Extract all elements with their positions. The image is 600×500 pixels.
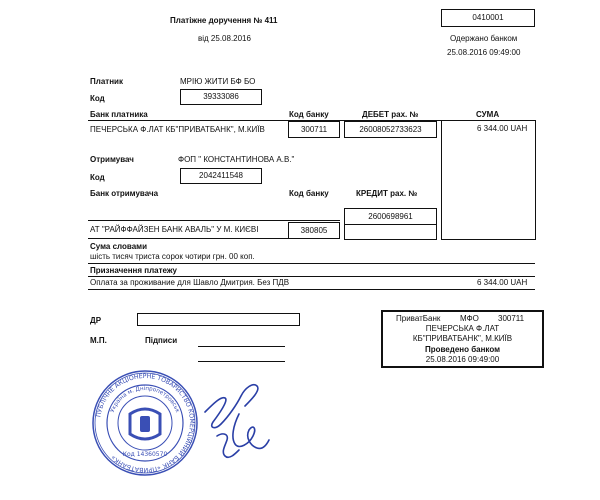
signatures-label: Підписи <box>145 336 178 345</box>
payer-code-label: Код <box>90 94 105 103</box>
amount-words-underline <box>88 263 535 264</box>
recipient-bank-label: Банк отримувача <box>90 189 159 198</box>
recipient-code: 2042411548 <box>199 171 243 180</box>
debit-account: 26008052733623 <box>359 125 422 134</box>
signature-line-2 <box>198 361 285 362</box>
recipient-name: ФОП " КОНСТАНТИНОВА А.В." <box>178 155 295 164</box>
bank-stamp-branch-2: КБ"ПРИВАТБАНК", М.КИЇВ <box>412 334 513 343</box>
purpose-underline <box>88 276 535 277</box>
bank-stamp-processed: Проведено банком <box>424 345 501 354</box>
document-number: 0410001 <box>472 13 504 22</box>
seal-outer-text: ПУБЛІЧНЕ АКЦІОНЕРНЕ ТОВАРИСТВО КОМЕРЦІЙНИЙ БАНК «ПРИВАТБАНК» <box>95 372 196 474</box>
bank-stamp-mfo-label: МФО <box>460 314 479 323</box>
payer-label: Платник <box>90 77 123 86</box>
seal-inner-text: Україна м. Дніпропетровськ <box>109 385 181 414</box>
bank-stamp-datetime: 25.08.2016 09:49:00 <box>425 355 500 364</box>
payer-name: МРІЮ ЖИТИ БФ БО <box>180 77 256 86</box>
signature-icon <box>195 374 275 469</box>
mp-label: М.П. <box>90 336 107 345</box>
amount-words-value: шість тисяч триста сорок чотири грн. 00 коп. <box>90 252 255 261</box>
payer-bank-code-label: Код банку <box>289 110 329 119</box>
signature-line-1 <box>198 346 285 347</box>
credit-extension-box <box>344 225 437 240</box>
recipient-bank-underline <box>88 220 340 221</box>
credit-account: 2600698961 <box>368 212 413 221</box>
amount-words-label: Сума словами <box>90 242 148 251</box>
recipient-bank-name: АТ "РАЙФФАЙЗЕН БАНК АВАЛЬ" У М. КИЄВІ <box>90 225 259 234</box>
recipient-label: Отримувач <box>90 155 134 164</box>
amount-value: 6 344.00 UAH <box>477 124 528 133</box>
purpose-amount: 6 344.00 UAH <box>477 278 528 287</box>
payer-bank-name: ПЕЧЕРСЬКА Ф.ЛАТ КБ"ПРИВАТБАНК", М.КИЇВ <box>90 125 265 134</box>
purpose-value: Оплата за проживание для Шавло Дмитрия. Без ПДВ <box>90 278 290 287</box>
dr-box <box>137 313 300 326</box>
debit-label: ДЕБЕТ рах. № <box>362 110 419 119</box>
dr-label: ДР <box>90 316 102 325</box>
received-datetime: 25.08.2016 09:49:00 <box>447 48 521 57</box>
recipient-code-label: Код <box>90 173 105 182</box>
document-date: від 25.08.2016 <box>198 34 251 43</box>
credit-label: КРЕДИТ рах. № <box>356 189 418 198</box>
payer-bank-label: Банк платника <box>90 110 148 119</box>
seal-code-text: Код 14360570 <box>122 451 168 458</box>
payer-code: 39333086 <box>203 92 239 101</box>
bank-stamp-branch-1: ПЕЧЕРСЬКА Ф.ЛАТ <box>425 324 500 333</box>
document-title: Платіжне доручення № 411 <box>170 16 278 25</box>
received-label: Одержано банком <box>450 34 518 43</box>
bank-stamp-bank: ПриватБанк <box>396 314 441 323</box>
recipient-bank-code: 380805 <box>300 226 328 235</box>
bank-seal-icon <box>90 368 200 478</box>
bank-stamp-mfo: 300711 <box>498 314 525 323</box>
recipient-bank-code-label: Код банку <box>289 189 329 198</box>
recipient-bank-bottom-line <box>88 238 288 239</box>
purpose-label: Призначення платежу <box>90 266 178 275</box>
purpose-bottom-line <box>88 289 535 290</box>
amount-box <box>441 120 536 240</box>
amount-label: СУМА <box>476 110 500 119</box>
payer-bank-code: 300711 <box>300 125 328 134</box>
